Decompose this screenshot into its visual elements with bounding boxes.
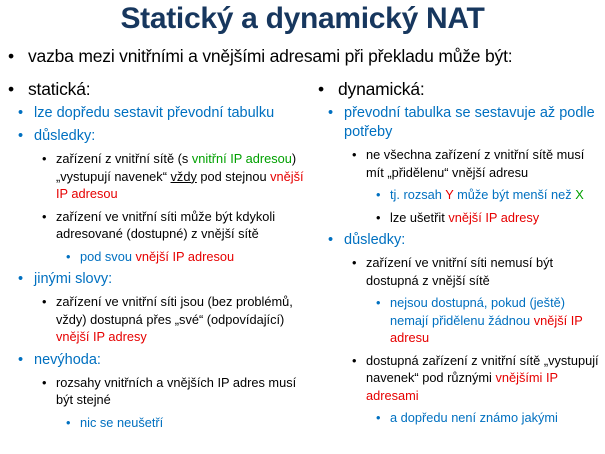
- range-x-text: X: [575, 187, 584, 202]
- intro-text: vazba mezi vnitřními a vnějšími adresami při překladu může být:: [28, 46, 513, 66]
- text-part: ne všechna zařízení z vnitřní sítě musí mít „přidělenu“ vnější adresu: [366, 147, 585, 180]
- static-consequence-1: [8, 150, 313, 203]
- bullet: •: [42, 294, 47, 309]
- static-consequences-text: důsledky:: [34, 128, 96, 144]
- dynamic-heading-text: dynamická:: [338, 79, 425, 99]
- dynamic-table-item: [318, 104, 600, 142]
- bullet: •: [352, 147, 357, 162]
- bullet: •: [376, 187, 381, 202]
- bullet: •: [8, 46, 14, 66]
- bullet: •: [18, 351, 24, 368]
- dynamic-heading: [318, 78, 600, 100]
- text-part: tj. rozsah: [390, 187, 446, 202]
- dynamic-consequence-2-sub: [318, 409, 600, 427]
- bullet: •: [8, 79, 14, 99]
- external-ip-text: vnější IP adresy: [448, 209, 540, 225]
- right-column: [318, 78, 600, 432]
- text-part: zařízení z vnitřní sítě (s: [56, 151, 192, 166]
- bullet: •: [18, 128, 24, 144]
- static-otherwise-text: jinými slovy:: [34, 271, 113, 287]
- bullet: •: [352, 352, 357, 368]
- bullet: •: [376, 295, 381, 310]
- dynamic-item-1: [318, 146, 600, 181]
- text-part: zařízení ve vnitřní síti nemusí být dostupná z vnější sítě: [366, 255, 554, 288]
- static-otherwise-item: [8, 270, 313, 289]
- dynamic-consequences-text: důsledky:: [344, 232, 406, 248]
- bullet: •: [18, 105, 24, 121]
- static-drawback-1: [8, 374, 313, 409]
- external-ip-text: vnější IP adresy: [56, 329, 147, 344]
- bullet: •: [42, 374, 47, 390]
- external-ip-text: vnější IP adresu: [390, 312, 583, 345]
- text-part: nejsou dostupná, pokud (ještě) nemají přidělenu žádnou: [390, 295, 566, 328]
- internal-ip-text: vnitřní IP adresou: [191, 151, 292, 166]
- text-part: rozsahy vnitřních a vnějších IP adres musí být stejné: [56, 374, 297, 407]
- text-part: zařízení ve vnitřní síti jsou (bez problémů, vždy) dostupná přes „své“ (odpovídající): [56, 294, 293, 327]
- left-column: [8, 78, 313, 436]
- dynamic-consequences-item: [318, 231, 600, 250]
- static-consequence-2: [8, 208, 313, 243]
- range-y-text: Y: [445, 187, 454, 202]
- text-part: a dopředu není známo jakými: [390, 410, 558, 425]
- static-drawback-item: [8, 351, 313, 370]
- dynamic-consequence-2: [318, 352, 600, 405]
- dynamic-item-1-subsub: [318, 209, 600, 227]
- slide-title: Statický a dynamický NAT: [120, 2, 485, 35]
- bullet: •: [66, 414, 71, 430]
- always-text: vždy: [170, 168, 197, 184]
- bullet: •: [66, 248, 71, 264]
- bullet: •: [18, 271, 24, 287]
- static-heading-text: statická:: [28, 79, 91, 99]
- static-table-item: [8, 104, 313, 123]
- text-part: lze ušetřit: [390, 209, 449, 225]
- bullet: •: [328, 232, 334, 248]
- bullet: •: [42, 208, 47, 224]
- text-part: může být menší než: [453, 187, 576, 202]
- static-otherwise-1: [8, 293, 313, 346]
- static-table-text: lze dopředu sestavit převodní tabulku: [34, 105, 275, 121]
- dynamic-consequence-1: [318, 254, 600, 289]
- dynamic-table-text: převodní tabulka se sestavuje až podle potřeby: [344, 105, 595, 140]
- bullet: •: [318, 79, 324, 99]
- text-part: zařízení ve vnitřní síti může být kdykoli adresované (dostupné) z vnější sítě: [56, 208, 276, 241]
- text-part: dostupná zařízení z vnitřní sítě „vystupují navenek“ pod různými: [366, 352, 599, 385]
- text-part: pod svou: [80, 248, 136, 264]
- external-ip-text: vnější IP adresou: [56, 168, 304, 201]
- bullet: •: [376, 209, 381, 225]
- intro-line: [8, 46, 605, 67]
- text-part: ) „vystupují navenek“: [56, 151, 297, 184]
- bullet: •: [352, 255, 357, 270]
- dynamic-item-1-sub: [318, 186, 600, 204]
- bullet: •: [42, 151, 47, 166]
- static-heading: [8, 78, 313, 100]
- text-part: pod stejnou: [196, 168, 271, 184]
- external-ip-text: vnějšími IP adresami: [366, 370, 558, 403]
- bullet: •: [328, 105, 334, 121]
- static-drawback-text: nevýhoda:: [34, 351, 101, 368]
- dynamic-consequence-1-sub: [318, 294, 600, 347]
- bullet: •: [376, 410, 381, 425]
- text-part: nic se neušetří: [80, 414, 164, 430]
- external-ip-text: vnější IP adresou: [135, 248, 235, 264]
- static-consequence-2-sub: [8, 248, 313, 266]
- static-consequences-item: [8, 127, 313, 146]
- static-drawback-1-sub: [8, 414, 313, 432]
